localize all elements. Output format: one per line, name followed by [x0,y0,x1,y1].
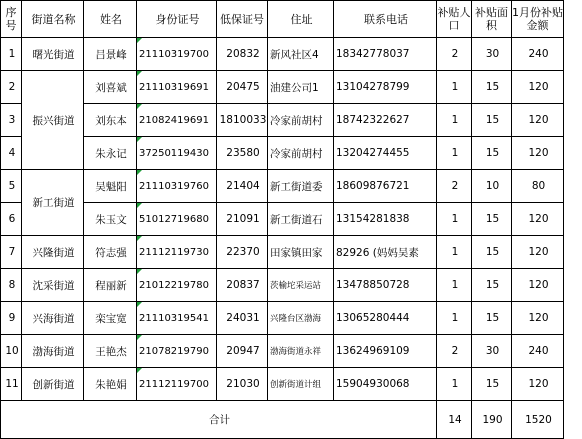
table-row [1,104,564,137]
cell-address: 新工街道石 [268,203,334,236]
table-row [1,71,564,104]
header-population: 补贴人口 [437,1,472,38]
header-dibao: 低保证号 [217,1,268,38]
cell-name: 吴魁阳 [84,170,137,203]
cell-id: 21112119700 [137,368,217,401]
cell-id: 21110319541 [137,302,217,335]
table-row [1,368,564,401]
cell-amount: 120 [512,269,564,302]
header-street: 街道名称 [22,1,84,38]
cell-street: 沈采街道 [22,269,84,302]
cell-dibao: 21404 [217,170,268,203]
cell-street: 曙光街道 [22,38,84,71]
cell-name: 吕景峰 [84,38,137,71]
cell-id: 21078219790 [137,335,217,368]
cell-area: 30 [472,38,512,71]
header-phone: 联系电话 [334,1,437,38]
cell-phone: 18342778037 [334,38,437,71]
cell-population: 1 [437,203,472,236]
cell-seq: 2 [1,71,22,104]
cell-seq: 4 [1,137,22,170]
cell-area: 15 [472,236,512,269]
cell-dibao: 1810033 [217,104,268,137]
cell-population: 1 [437,104,472,137]
cell-area: 15 [472,368,512,401]
cell-seq: 10 [1,335,22,368]
cell-phone: 13204274455 [334,137,437,170]
cell-population: 1 [437,71,472,104]
header-row [1,1,564,38]
cell-phone: 82926 (妈妈吴素 [334,236,437,269]
cell-phone: 15904930068 [334,368,437,401]
cell-area: 15 [472,203,512,236]
cell-amount: 120 [512,104,564,137]
cell-address: 田家镇田家 [268,236,334,269]
header-name: 姓名 [84,1,137,38]
cell-amount: 120 [512,71,564,104]
cell-id: 21110319760 [137,170,217,203]
table-row [1,170,564,203]
cell-phone: 13104278799 [334,71,437,104]
cell-street: 兴隆街道 [22,236,84,269]
cell-area: 15 [472,302,512,335]
cell-phone: 13478850728 [334,269,437,302]
header-seq: 序号 [1,1,22,38]
cell-name: 刘喜斌 [84,71,137,104]
cell-amount: 120 [512,302,564,335]
table-row [1,269,564,302]
cell-area: 30 [472,335,512,368]
cell-area: 15 [472,269,512,302]
cell-street: 渤海街道 [22,335,84,368]
cell-phone: 13154281838 [334,203,437,236]
cell-dibao: 20832 [217,38,268,71]
cell-dibao: 22370 [217,236,268,269]
cell-amount: 120 [512,203,564,236]
cell-population: 2 [437,38,472,71]
cell-amount: 240 [512,38,564,71]
total-amount: 1520 [512,401,564,439]
cell-phone: 13624969109 [334,335,437,368]
cell-name: 朱永记 [84,137,137,170]
cell-amount: 240 [512,335,564,368]
cell-phone: 18742322627 [334,104,437,137]
cell-name: 朱玉文 [84,203,137,236]
cell-phone: 13065280444 [334,302,437,335]
cell-population: 1 [437,368,472,401]
table-row [1,137,564,170]
total-row [1,401,564,439]
cell-id: 21082419691 [137,104,217,137]
cell-population: 1 [437,269,472,302]
table-row [1,236,564,269]
header-area: 补贴面积 [472,1,512,38]
cell-seq: 5 [1,170,22,203]
cell-population: 1 [437,236,472,269]
cell-phone: 18609876721 [334,170,437,203]
cell-population: 1 [437,302,472,335]
cell-dibao: 23580 [217,137,268,170]
cell-name: 栾宝宽 [84,302,137,335]
cell-address: 冷家前胡村 [268,137,334,170]
cell-address: 冷家前胡村 [268,104,334,137]
cell-address: 渤海街道永祥 [268,335,334,368]
cell-address: 新工街道委 [268,170,334,203]
cell-dibao: 20475 [217,71,268,104]
cell-amount: 120 [512,368,564,401]
total-label: 合计 [1,401,437,439]
header-id: 身份证号 [137,1,217,38]
cell-seq: 11 [1,368,22,401]
cell-address: 油建公司1 [268,71,334,104]
cell-amount: 80 [512,170,564,203]
total-population: 14 [437,401,472,439]
table-row [1,38,564,71]
cell-seq: 7 [1,236,22,269]
cell-dibao: 21030 [217,368,268,401]
cell-seq: 8 [1,269,22,302]
cell-name: 符志强 [84,236,137,269]
cell-dibao: 20837 [217,269,268,302]
cell-street: 新工街道 [22,170,84,236]
table-row [1,203,564,236]
cell-seq: 6 [1,203,22,236]
header-address: 住址 [268,1,334,38]
cell-id: 51012719680 [137,203,217,236]
cell-population: 2 [437,335,472,368]
total-area: 190 [472,401,512,439]
cell-dibao: 20947 [217,335,268,368]
cell-id: 37250119430 [137,137,217,170]
cell-name: 王艳杰 [84,335,137,368]
cell-address: 新风社区4 [268,38,334,71]
cell-id: 21110319700 [137,38,217,71]
cell-street: 创新街道 [22,368,84,401]
cell-amount: 120 [512,137,564,170]
cell-seq: 1 [1,38,22,71]
table-row [1,335,564,368]
cell-street: 兴海街道 [22,302,84,335]
cell-population: 2 [437,170,472,203]
cell-amount: 120 [512,236,564,269]
header-amount: 1月份补贴金额 [512,1,564,38]
cell-id: 21110319691 [137,71,217,104]
cell-dibao: 21091 [217,203,268,236]
cell-area: 15 [472,71,512,104]
table-row [1,302,564,335]
cell-area: 15 [472,137,512,170]
cell-dibao: 24031 [217,302,268,335]
cell-address: 茨榆坨采运站 [268,269,334,302]
cell-name: 刘东本 [84,104,137,137]
cell-address: 兴隆台区渤海 [268,302,334,335]
cell-id: 21012219780 [137,269,217,302]
cell-area: 10 [472,170,512,203]
cell-area: 15 [472,104,512,137]
cell-name: 程丽新 [84,269,137,302]
cell-id: 21112119730 [137,236,217,269]
cell-seq: 3 [1,104,22,137]
cell-address: 创新街道计组 [268,368,334,401]
cell-seq: 9 [1,302,22,335]
cell-name: 朱艳娟 [84,368,137,401]
cell-population: 1 [437,137,472,170]
cell-street: 振兴街道 [22,71,84,170]
